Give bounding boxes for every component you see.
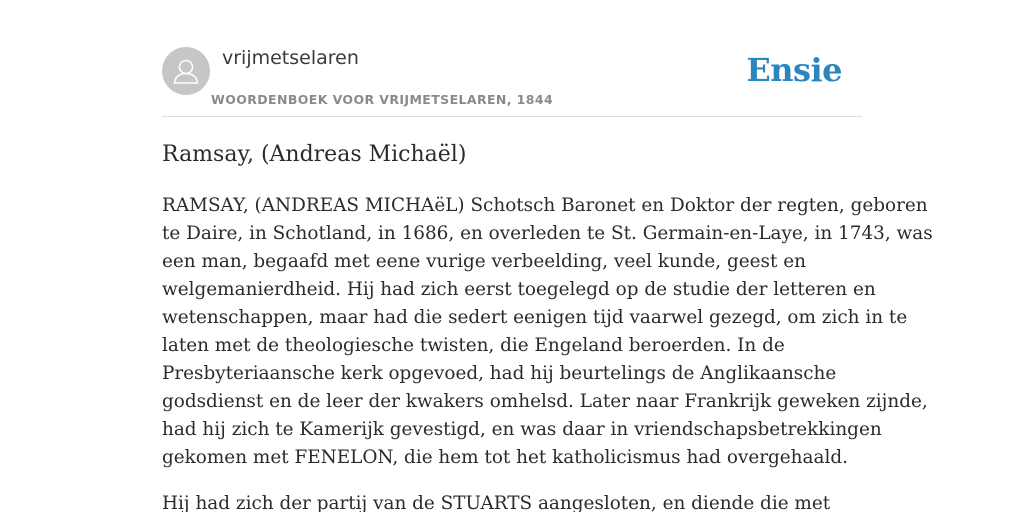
source-subtitle: WOORDENBOEK VOOR VRIJMETSELAREN, 1844 xyxy=(211,92,554,107)
text-line: laten met de theologiesche twisten, die Engeland beroerden. In de xyxy=(162,335,785,356)
avatar[interactable] xyxy=(162,47,210,95)
text-line: Hij had zich der partij van de STUARTS aangesloten, en diende die met xyxy=(162,493,831,512)
text-line: RAMSAY, (ANDREAS MICHAëL) Schotsch Baronet en Doktor der regten, geboren xyxy=(162,195,928,216)
user-name-link[interactable]: vrijmetselaren xyxy=(222,47,359,69)
paragraph xyxy=(162,490,872,512)
page-title: Ramsay, (Andreas Michaël) xyxy=(162,142,467,167)
ensie-logo[interactable]: Ensie xyxy=(746,51,842,89)
text-line: had hij zich te Kamerijk gevestigd, en was daar in vriendschapsbetrekkingen xyxy=(162,419,882,440)
text-line: gekomen met FENELON, die hem tot het katholicismus had overgehaald. xyxy=(162,447,848,468)
paragraph xyxy=(162,192,933,472)
text-line: een man, begaafd met eene vurige verbeelding, veel kunde, geest en xyxy=(162,251,806,272)
text-line: godsdienst en de leer der kwakers omhelsd. Later naar Frankrijk geweken zijnde, xyxy=(162,391,928,412)
user-icon xyxy=(162,47,210,95)
article-body xyxy=(162,192,933,512)
text-line: te Daire, in Schotland, in 1686, en overleden te St. Germain-en-Laye, in 1743, was xyxy=(162,223,933,244)
text-line: welgemanierdheid. Hij had zich eerst toegelegd op de studie der letteren en xyxy=(162,279,876,300)
text-line: Presbyteriaansche kerk opgevoed, had hij beurtelings de Anglikaansche xyxy=(162,363,837,384)
article-header xyxy=(162,46,862,117)
text-line: wetenschappen, maar had die sedert eenigen tijd vaarwel gezegd, om zich in te xyxy=(162,307,908,328)
